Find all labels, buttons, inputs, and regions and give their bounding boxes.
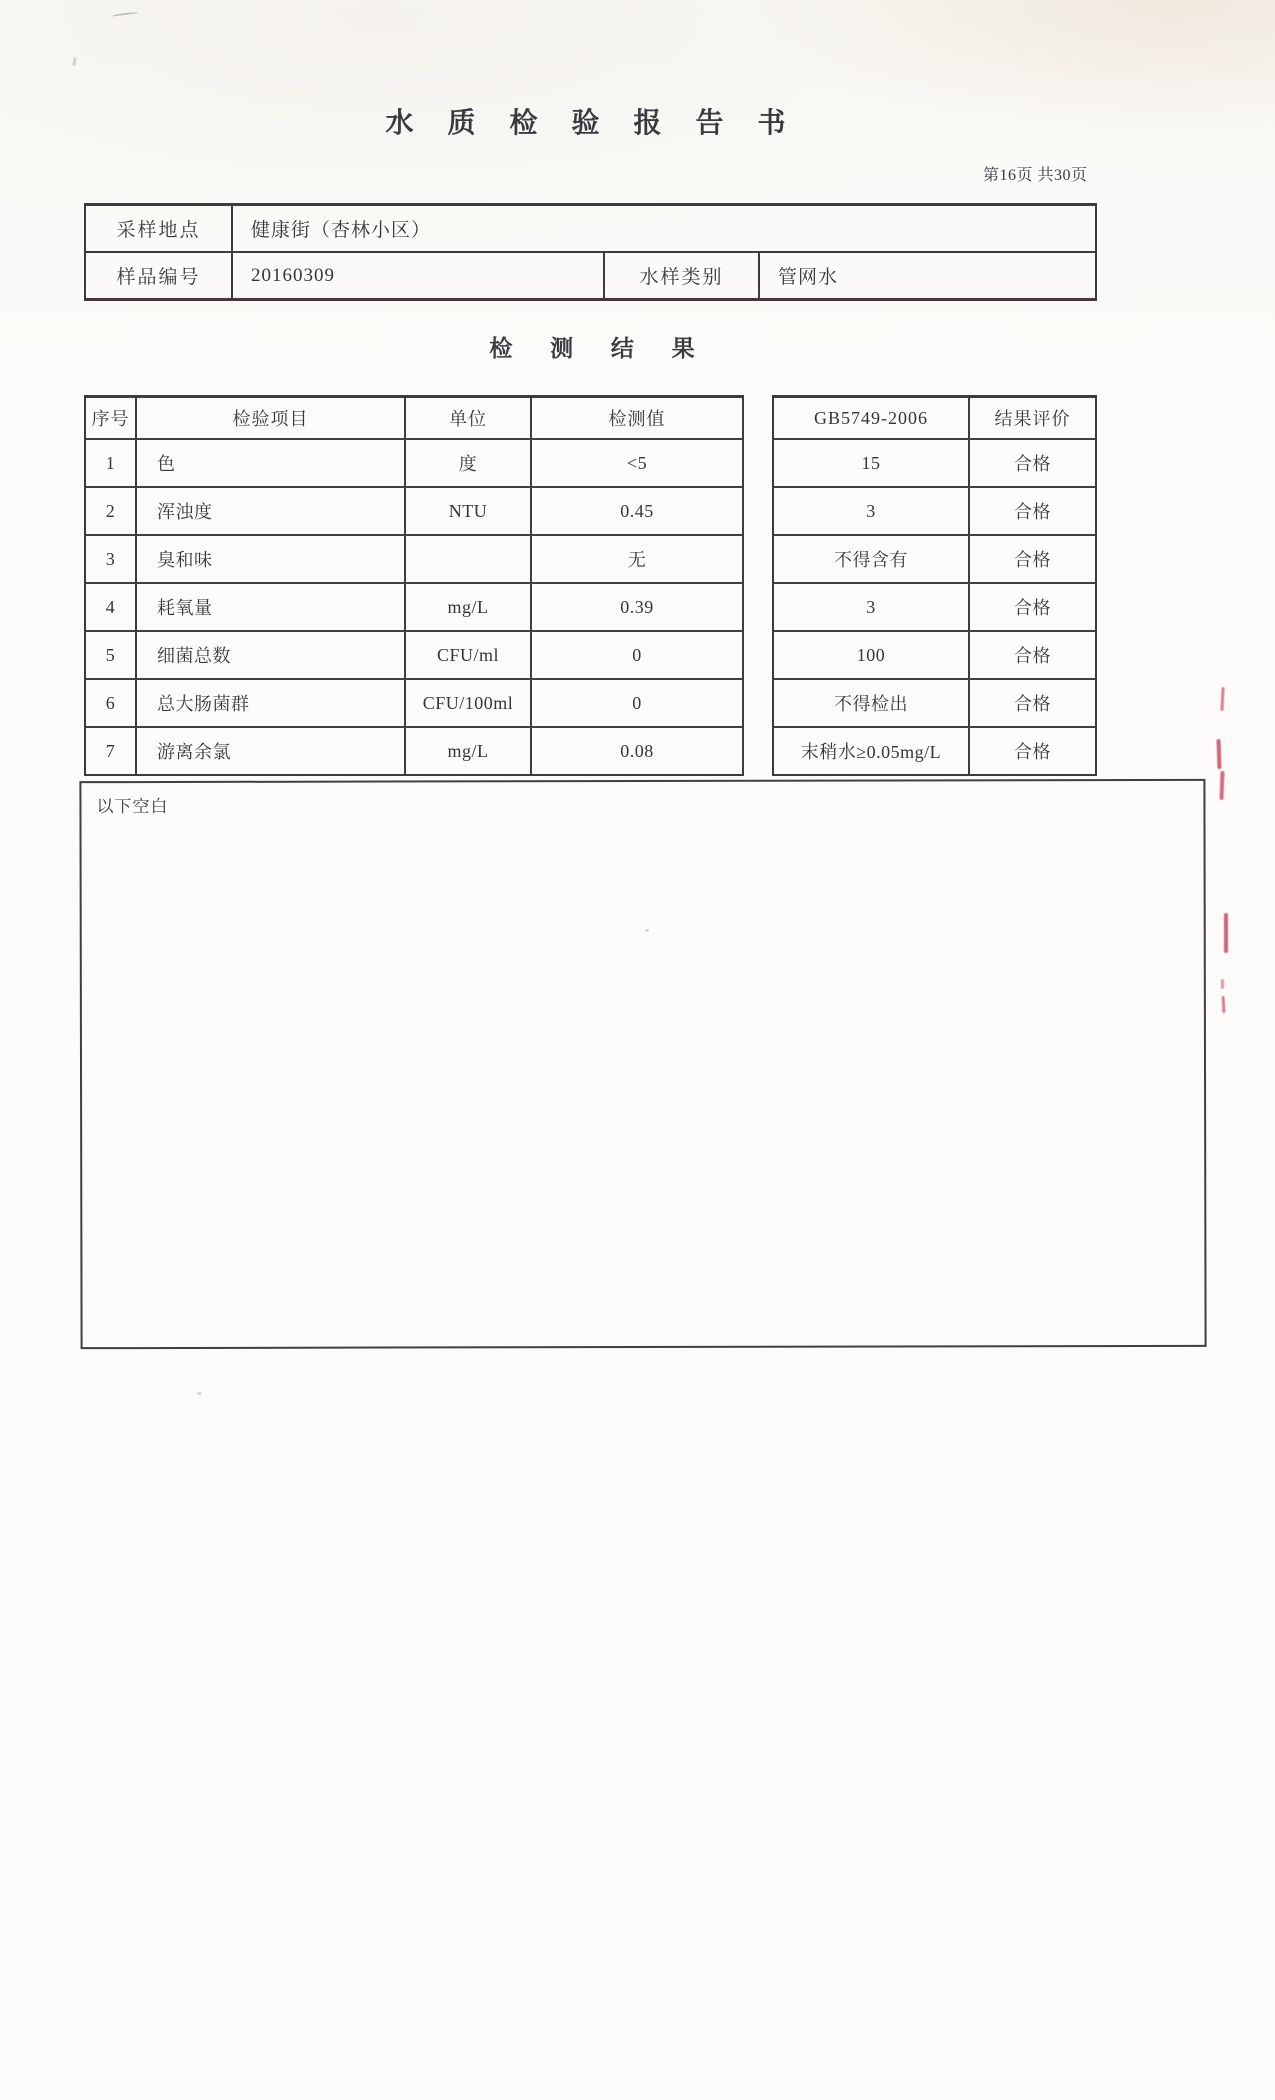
results-row	[774, 678, 1095, 726]
value-cell: <5	[530, 440, 742, 486]
evaluation-cell: 合格	[968, 632, 1095, 678]
seq-cell: 2	[105, 500, 116, 521]
standard-cell: 3	[866, 500, 876, 521]
sample-info-row	[86, 251, 1095, 298]
red-ink-mark	[1224, 913, 1228, 953]
evaluation-cell: 合格	[968, 728, 1095, 774]
pencil-smudge	[72, 57, 77, 66]
evaluation-cell: 合格	[968, 584, 1095, 630]
results-row	[774, 438, 1095, 486]
standard-header: GB5749-2006	[814, 407, 928, 428]
unit-cell: CFU/100ml	[404, 680, 530, 726]
water-type-value: 管网水	[758, 253, 1095, 298]
seq-cell: 4	[105, 596, 116, 617]
value-cell: 0.39	[530, 584, 742, 630]
results-row	[774, 486, 1095, 534]
red-ink-mark	[1220, 687, 1224, 711]
value-cell: 0	[530, 632, 742, 678]
results-row	[86, 630, 742, 678]
unit-cell: mg/L	[404, 584, 530, 630]
unit-cell: NTU	[404, 488, 530, 534]
results-table-left	[84, 395, 744, 776]
item-cell: 浑浊度	[135, 488, 404, 534]
seq-cell: 7	[105, 740, 116, 761]
red-ink-mark	[1221, 979, 1224, 989]
sampling-location-label: 采样地点	[116, 220, 201, 241]
standard-cell: 不得检出	[834, 694, 908, 714]
seq-cell: 1	[105, 452, 116, 473]
value-cell: 0.08	[530, 728, 742, 774]
results-row	[774, 630, 1095, 678]
unit-cell: mg/L	[404, 728, 530, 774]
standard-cell: 末稍水≥0.05mg/L	[800, 742, 942, 762]
results-row	[86, 582, 742, 630]
standard-cell: 3	[866, 596, 876, 617]
sample-number-label: 样品编号	[116, 267, 201, 288]
results-row	[774, 534, 1095, 582]
red-ink-mark	[1219, 771, 1224, 800]
sample-info-row	[86, 206, 1095, 251]
report-title: 水 质 检 验 报 告 书	[385, 108, 795, 139]
item-cell: 细菌总数	[135, 632, 404, 678]
sampling-location-value: 健康街（杏林小区）	[231, 206, 1095, 251]
results-header-row	[774, 398, 1095, 438]
seq-cell: 3	[105, 548, 116, 569]
results-row	[86, 438, 742, 486]
item-cell: 耗氧量	[135, 584, 404, 630]
standard-cell: 100	[856, 644, 886, 665]
red-ink-mark	[1222, 996, 1226, 1013]
results-row	[774, 582, 1095, 630]
unit-cell: 度	[404, 440, 530, 486]
sample-number-value: 20160309	[231, 253, 603, 298]
standard-cell: 不得含有	[834, 550, 908, 570]
red-ink-mark	[1216, 739, 1221, 769]
evaluation-header: 结果评价	[968, 398, 1095, 438]
item-cell: 臭和味	[135, 536, 404, 582]
item-cell: 总大肠菌群	[135, 680, 404, 726]
value-cell: 0	[530, 680, 742, 726]
results-row	[86, 726, 742, 774]
water-type-label: 水样类别	[603, 253, 758, 298]
blank-note: 以下空白	[96, 796, 169, 817]
seq-cell: 6	[105, 692, 116, 713]
seq-cell: 5	[105, 644, 116, 665]
value-cell: 无	[530, 536, 742, 582]
unit-cell	[404, 536, 530, 582]
unit-header: 单位	[404, 398, 530, 438]
results-row	[86, 678, 742, 726]
evaluation-cell: 合格	[968, 440, 1095, 486]
item-cell: 色	[135, 440, 404, 486]
item-cell: 游离余氯	[135, 728, 404, 774]
value-header: 检测值	[530, 398, 742, 438]
page-indicator: 第16页 共30页	[983, 167, 1088, 184]
scan-speck	[197, 1392, 202, 1395]
standard-cell: 15	[861, 452, 881, 473]
results-row	[774, 726, 1095, 774]
evaluation-cell: 合格	[968, 536, 1095, 582]
results-row	[86, 486, 742, 534]
results-row	[86, 534, 742, 582]
value-cell: 0.45	[530, 488, 742, 534]
sample-info-table	[84, 203, 1097, 301]
results-table-right	[772, 395, 1097, 776]
evaluation-cell: 合格	[968, 488, 1095, 534]
results-header-row	[86, 398, 742, 438]
unit-cell: CFU/ml	[404, 632, 530, 678]
item-header: 检验项目	[135, 398, 404, 438]
section-heading: 检 测 结 果	[489, 336, 711, 361]
blank-area-box	[79, 779, 1206, 1349]
pencil-smudge	[112, 11, 138, 17]
seq-header: 序号	[91, 409, 130, 429]
evaluation-cell: 合格	[968, 680, 1095, 726]
